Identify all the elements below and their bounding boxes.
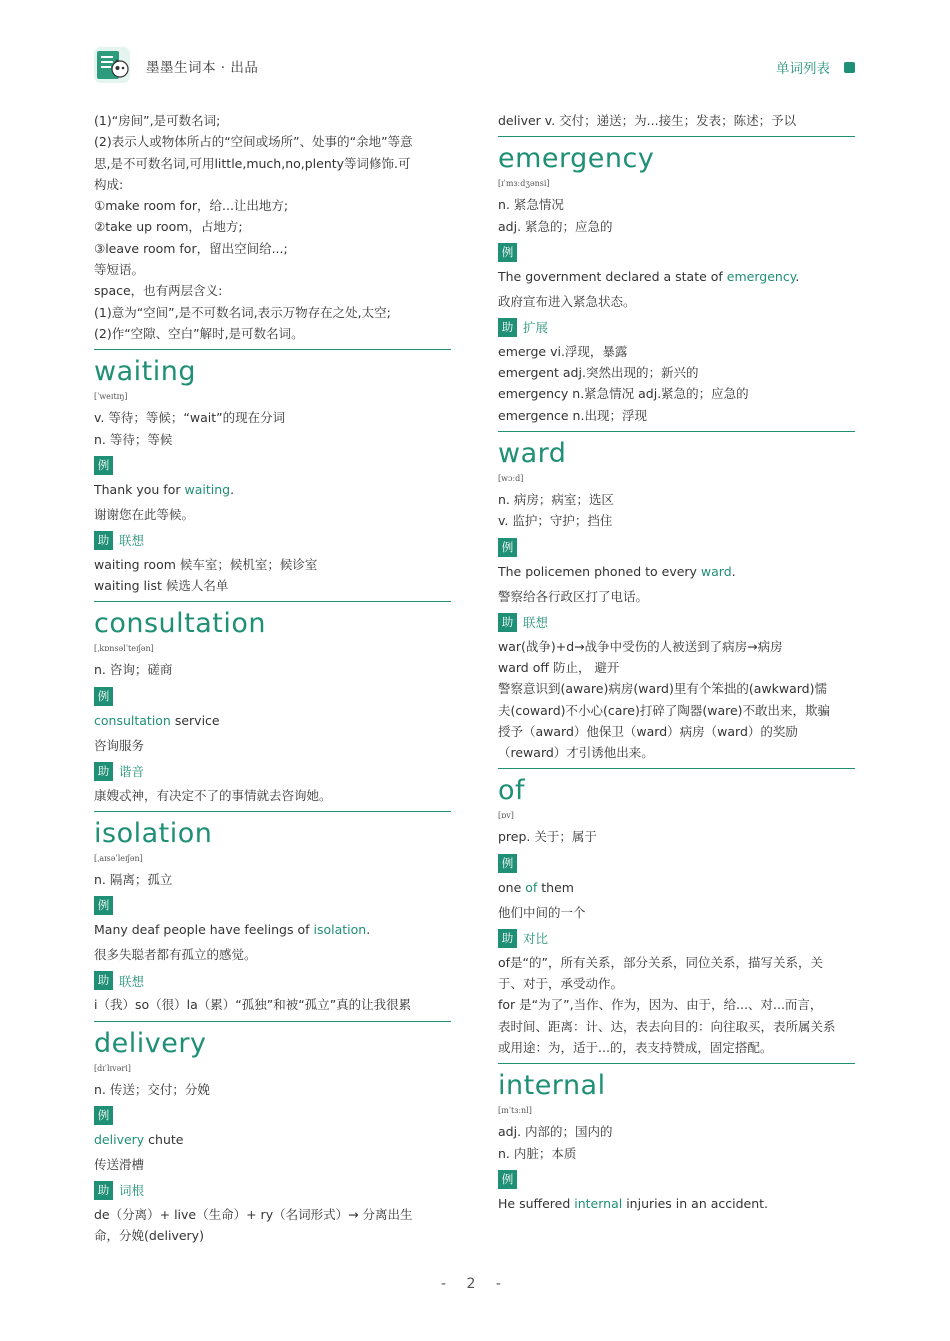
- example-tag-row: [94, 456, 451, 475]
- headword: internal: [498, 1070, 606, 1102]
- helper-note: 警察意识到(aware)病房(ward)里有个笨拙的(awkward)懦: [498, 681, 827, 697]
- example-tag-row: [94, 687, 451, 706]
- divider: [498, 431, 855, 432]
- entry-emergency: [498, 141, 855, 426]
- helper-note: waiting list 候选人名单: [94, 578, 229, 594]
- helper-note: 授予（award）他保卫（ward）病房（ward）的奖励: [498, 723, 798, 739]
- entry-of: [498, 773, 855, 1058]
- helper-tag-row: [94, 762, 451, 781]
- phonetic: [wɔːd]: [498, 474, 524, 484]
- note-line: 构成:: [94, 176, 124, 192]
- headword: ward: [498, 438, 567, 470]
- definition: n. 传送；交付；分娩: [94, 1081, 210, 1097]
- example-sentence: [498, 877, 855, 898]
- example-text: .: [731, 563, 736, 579]
- entry-isolation: [94, 816, 451, 1016]
- helper-tag-row: [94, 531, 451, 550]
- example-tag: 例: [498, 243, 517, 262]
- helper-tag: 助: [498, 318, 517, 337]
- note-line: ②take up room，占地方;: [94, 219, 243, 235]
- definition: n. 咨询；磋商: [94, 662, 173, 678]
- example-highlight: of: [525, 879, 538, 895]
- example-translation: 咨询服务: [94, 737, 145, 753]
- example-highlight: emergency: [726, 268, 796, 284]
- headword: consultation: [94, 608, 267, 640]
- example-text: them: [537, 879, 574, 895]
- phonetic: [dɪˈlɪvəri]: [94, 1063, 131, 1073]
- note-line: (2)作“空隙、空白”解时,是可数名词。: [94, 325, 304, 341]
- note-line: (2)表示人或物体所占的“空间或场所”、处事的“余地”等意: [94, 134, 413, 150]
- example-text: one: [498, 879, 526, 895]
- definition: adj. 内部的；国内的: [498, 1124, 613, 1140]
- definition: v. 监护；守护；挡住: [498, 513, 613, 529]
- helper-tag: 助: [498, 929, 517, 948]
- example-highlight: waiting: [184, 481, 231, 497]
- headword: delivery: [94, 1027, 207, 1059]
- headword: isolation: [94, 818, 213, 850]
- example-tag: 例: [94, 687, 113, 706]
- example-text: .: [366, 922, 371, 938]
- helper-note: 或用途：为，适于...的，表支持赞成，固定搭配。: [498, 1039, 773, 1055]
- example-tag: 例: [498, 538, 517, 557]
- headword: waiting: [94, 356, 196, 388]
- example-text: The policemen phoned to every: [498, 563, 701, 579]
- example-translation: 谢谢您在此等候。: [94, 506, 195, 522]
- definition: n. 紧急情况: [498, 197, 564, 213]
- helper-note: emerge vi.浮现，暴露: [498, 343, 628, 359]
- example-text: .: [795, 268, 800, 284]
- phonetic: [ɪnˈtɜːnl]: [498, 1106, 532, 1116]
- page-number: - 2 -: [441, 1276, 509, 1292]
- right-column: [498, 110, 855, 1214]
- helper-note: emergence n.出现；浮现: [498, 407, 647, 423]
- example-tag: 例: [498, 854, 517, 873]
- helper-note: i（我）so（很）la（累）“孤独”和被“孤立”真的让我很累: [94, 997, 412, 1013]
- definition: adj. 紧急的；应急的: [498, 218, 613, 234]
- note-line: 思,是不可数名词,可用little,much,no,plenty等词修饰.可: [94, 155, 411, 171]
- note-line: ③leave room for，留出空间给...;: [94, 240, 288, 256]
- helper-note: （reward）才引诱他出来。: [498, 745, 654, 761]
- helper-note: 命，分娩(delivery): [94, 1228, 204, 1244]
- page-header: [94, 47, 855, 83]
- helper-tag-row: [94, 1181, 451, 1200]
- example-translation: 政府宣布进入紧急状态。: [498, 293, 636, 309]
- brand-text: 墨墨生词本 · 出品: [146, 60, 259, 76]
- helper-label: 谐音: [119, 764, 145, 780]
- phonetic: [ˈweɪtɪŋ]: [94, 392, 128, 402]
- helper-tag: 助: [94, 762, 113, 781]
- phonetic: [ɪˈmɜːdʒənsi]: [498, 179, 550, 189]
- section-title: [776, 57, 855, 77]
- helper-tag: 助: [94, 971, 113, 990]
- example-translation: 传送滑槽: [94, 1156, 145, 1172]
- helper-note: ward off 防止， 避开: [498, 659, 620, 675]
- helper-tag: 助: [498, 613, 517, 632]
- example-sentence: [94, 710, 451, 731]
- example-tag-row: [498, 854, 855, 873]
- note-line: 等短语。: [94, 262, 145, 278]
- example-text: He suffered: [498, 1195, 575, 1211]
- definition: n. 内脏；本质: [498, 1145, 577, 1161]
- example-highlight: ward: [700, 563, 732, 579]
- helper-tag-row: [94, 971, 451, 990]
- helper-label: 联想: [523, 615, 549, 631]
- example-sentence: [94, 919, 451, 940]
- example-tag-row: [94, 896, 451, 915]
- example-tag-row: [94, 1106, 451, 1125]
- example-tag-row: [498, 243, 855, 262]
- helper-tag: 助: [94, 1181, 113, 1200]
- divider: [498, 768, 855, 769]
- example-tag: 例: [498, 1170, 517, 1189]
- helper-note: waiting room 候车室；候机室；候诊室: [94, 556, 318, 572]
- divider: [94, 1021, 451, 1022]
- square-icon: [844, 62, 855, 73]
- helper-tag-row: [498, 613, 855, 632]
- phonetic: [ɒv]: [498, 811, 514, 821]
- definition: n. 隔离；孤立: [94, 872, 173, 888]
- entry-delivery: [94, 1026, 451, 1247]
- example-highlight: delivery: [94, 1131, 145, 1147]
- definition: n. 病房；病室；选区: [498, 492, 614, 508]
- example-translation: 很多失聪者都有孤立的感觉。: [94, 947, 257, 963]
- divider: [498, 1063, 855, 1064]
- helper-note: for 是“为了”,当作、作为，因为、由于，给...、对...而言，: [498, 997, 823, 1013]
- example-text: injuries in an accident.: [622, 1195, 769, 1211]
- divider: [94, 349, 451, 350]
- helper-tag: 助: [94, 531, 113, 550]
- note-line: (1)意为“空间”,是不可数名词,表示万物存在之处,太空;: [94, 304, 391, 320]
- section-label: 单词列表: [776, 61, 830, 77]
- example-translation: 警察给各行政区打了电话。: [498, 588, 649, 604]
- example-tag-row: [498, 1170, 855, 1189]
- definition: n. 等待；等候: [94, 431, 173, 447]
- example-highlight: internal: [574, 1195, 623, 1211]
- app-logo-icon: [94, 47, 130, 83]
- note-line: deliver v. 交付；递送；为...接生；发表；陈述；予以: [498, 113, 797, 128]
- example-tag: 例: [94, 456, 113, 475]
- example-highlight: consultation: [94, 712, 171, 728]
- headword: emergency: [498, 143, 655, 175]
- entry-internal: [498, 1068, 855, 1214]
- phonetic: [ˌaɪsəˈleɪʃən]: [94, 854, 143, 864]
- helper-label: 联想: [119, 973, 145, 989]
- helper-tag-row: [498, 929, 855, 948]
- helper-tag-row: [498, 318, 855, 337]
- helper-note: 表时间、距离：计、达，表去向目的：向往取买，表所属关系: [498, 1018, 836, 1034]
- example-sentence: [94, 479, 451, 500]
- headword: of: [498, 775, 526, 807]
- definition: prep. 关于；属于: [498, 829, 597, 845]
- example-text: .: [230, 481, 235, 497]
- divider: [498, 136, 855, 137]
- entry-ward: [498, 436, 855, 763]
- example-translation: 他们中间的一个: [498, 904, 586, 920]
- example-tag: 例: [94, 896, 113, 915]
- example-highlight: isolation: [313, 922, 367, 938]
- helper-label: 对比: [523, 931, 549, 947]
- example-tag-row: [498, 538, 855, 557]
- example-sentence: [94, 1129, 451, 1150]
- helper-note: 康嫂忒神，有决定不了的事情就去咨询她。: [94, 787, 332, 803]
- helper-note: war(战争)+d→战争中受伤的人被送到了病房→病房: [498, 638, 783, 654]
- helper-note: of是“的”，所有关系，部分关系，同位关系，描写关系，关: [498, 954, 824, 970]
- note-line: ①make room for，给...让出地方;: [94, 198, 289, 214]
- definition: v. 等待；等候；“wait”的现在分词: [94, 410, 286, 426]
- helper-note: 夫(coward)不小心(care)打碎了陶器(ware)不敢出来，欺骗: [498, 702, 831, 718]
- example-sentence: [498, 1193, 855, 1214]
- example-sentence: [498, 266, 855, 287]
- divider: [94, 811, 451, 812]
- example-text: Thank you for: [94, 481, 185, 497]
- entry-waiting: [94, 354, 451, 596]
- helper-label: 扩展: [523, 320, 549, 336]
- example-text: The government declared a state of: [498, 268, 727, 284]
- entry-consultation: [94, 606, 451, 806]
- helper-note: emergency n.紧急情况 adj.紧急的；应急的: [498, 386, 749, 402]
- helper-note: 于、对于，承受动作。: [498, 976, 624, 992]
- note-line: (1)“房间”,是可数名词;: [94, 113, 221, 128]
- helper-note: de（分离）+ live（生命）+ ry（名词形式）→ 分离出生: [94, 1206, 413, 1222]
- note-line: space，也有两层含义:: [94, 283, 223, 299]
- example-text: chute: [144, 1131, 184, 1147]
- divider: [94, 601, 451, 602]
- example-text: service: [170, 712, 220, 728]
- helper-label: 联想: [119, 533, 145, 549]
- example-text: Many deaf people have feelings of: [94, 922, 314, 938]
- example-sentence: [498, 561, 855, 582]
- helper-label: 词根: [119, 1183, 145, 1199]
- helper-note: emergent adj.突然出现的；新兴的: [498, 365, 699, 381]
- left-column: [94, 110, 451, 1247]
- example-tag: 例: [94, 1106, 113, 1125]
- intro-notes: [94, 110, 451, 344]
- phonetic: [ˌkɒnsəlˈteɪʃən]: [94, 644, 154, 654]
